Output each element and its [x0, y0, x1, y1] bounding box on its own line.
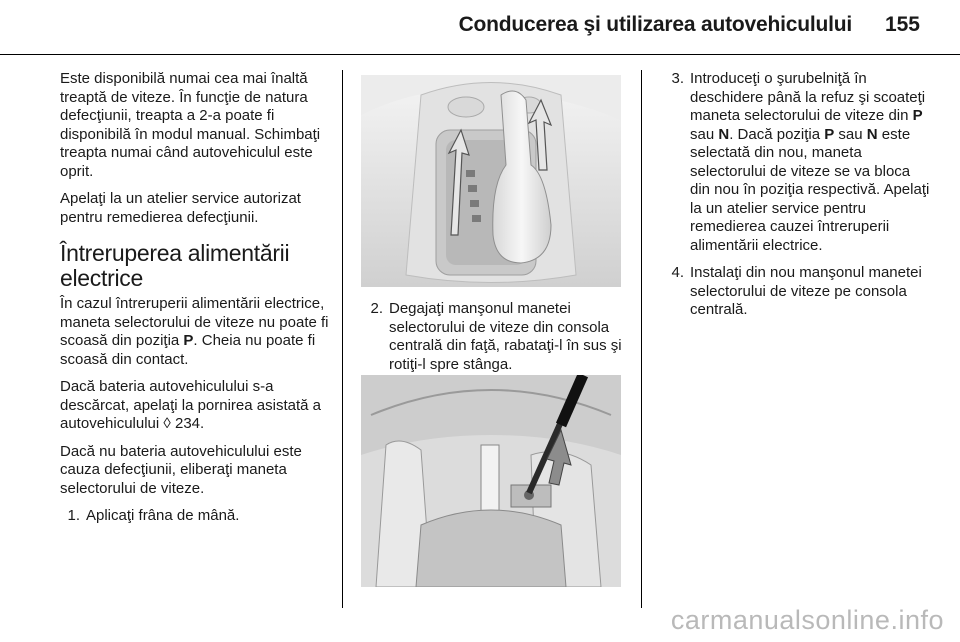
- screwdriver-illustration: [361, 375, 621, 587]
- step-3: 3. Introduceţi o şurubelniţă în deschidere până la refuz şi scoateţi maneta selectorului de viteze din P sau N. Dacă poziţia P sau N este selectată din nou, maneta selectorului de viteze se va bloca din nou în poziţia respectivă. Apelaţi la un atelier service pentru remedierea cauzei întreruperii alimentării electrice.: [671, 70, 930, 254]
- page-reference-icon: ◊: [163, 415, 171, 432]
- paragraph: Dacă nu bateria autovehiculului este cauza defecţiunii, eliberaţi maneta selectorului de viteze.: [60, 442, 302, 497]
- paragraph: Este disponibilă numai cea mai înaltă treaptă de viteze. În funcţie de natura defecţiunii, treapta a 2-a poate fi disponibilă în modul manual. Schimbaţi treapta numai când autovehiculul este oprit.: [60, 70, 321, 180]
- page-title: Conducerea şi utilizarea autovehiculului: [458, 13, 852, 36]
- column-divider: [342, 70, 343, 608]
- header-divider: [0, 54, 960, 55]
- right-column: [662, 70, 932, 329]
- step-2-caption: [361, 300, 631, 383]
- gear-selector-illustration: [361, 75, 621, 287]
- paragraph: Dacă bateria autovehiculului s-a descărcat, apelaţi la pornirea asistată a autovehiculului ◊ 234.: [60, 378, 321, 432]
- page-number: 155: [884, 13, 920, 36]
- paragraph: Apelaţi la un atelier service autorizat pentru remedierea defecţiunii.: [60, 190, 301, 226]
- paragraph: În cazul întreruperii alimentării electrice, maneta selectorului de viteze nu poate fi scoasă din poziţia P. Cheia nu poate fi scoasă din contact.: [60, 295, 329, 368]
- column-divider: [641, 70, 642, 608]
- watermark-text: carmanualsonline.info: [670, 605, 944, 635]
- page-header: [0, 0, 960, 54]
- left-column: [60, 70, 332, 535]
- step-2: 2. Degajaţi manşonul manetei selectorului de viteze din consola centrală din faţă, rabataţi-l în sus şi rotiţi-l spre stânga.: [370, 300, 622, 373]
- step-1: 1. Aplicaţi frâna de mână.: [67, 507, 240, 524]
- step-4: 4. Instalaţi din nou manşonul manetei selectorului de viteze pe consola centrală.: [671, 264, 922, 318]
- section-heading: Întreruperea alimentării electrice: [60, 240, 290, 291]
